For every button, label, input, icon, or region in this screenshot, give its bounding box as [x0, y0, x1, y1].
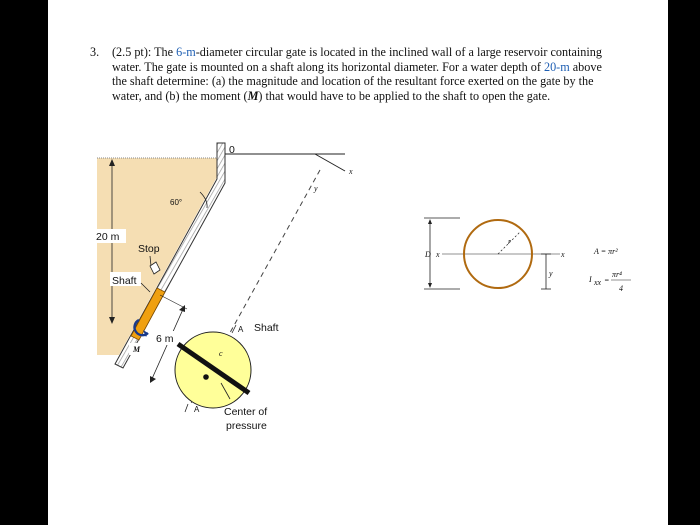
label-center: Center of — [224, 406, 268, 418]
label-c: c — [219, 349, 223, 358]
inset-label-r: r — [508, 237, 512, 246]
label-stop: Stop — [138, 243, 160, 255]
reservoir-water — [97, 158, 217, 355]
inset-label-ixx-num: πr⁴ — [612, 270, 622, 279]
label-shaft-right: Shaft — [254, 322, 279, 334]
problem-text-c: ) that would have to be applied to the shaft to open the gate. — [258, 88, 551, 103]
label-a-top: A — [238, 325, 244, 334]
inset-label-ixx: I — [589, 275, 592, 284]
diameter-ext-top — [160, 295, 187, 309]
label-angle: 60° — [170, 198, 183, 207]
label-a-bottom: A — [194, 405, 200, 414]
inset-label-ybar: y — [549, 269, 553, 278]
inset-label-ixx-sub: xx — [594, 278, 602, 287]
page — [48, 0, 668, 525]
problem-points: (2.5 pt): The — [112, 45, 177, 59]
inset-label-x: x — [436, 250, 440, 259]
inset-label-area: A = πr² — [594, 247, 618, 256]
gate-diameter-value: 6-m — [176, 45, 196, 59]
center-of-pressure-dot — [203, 374, 209, 380]
water-depth-value: 20-m — [543, 59, 570, 74]
diameter-arrow-top — [179, 305, 185, 312]
inset-label-x2: x — [561, 250, 565, 259]
label-shaft-left: Shaft — [112, 275, 137, 287]
inset-label-ixx-den: 4 — [619, 284, 623, 293]
x-axis-line — [315, 154, 345, 171]
inset-equals: = — [604, 276, 610, 285]
section-mark-bottom — [185, 404, 188, 412]
label-o: 0 — [229, 144, 235, 156]
inset-circle-properties — [424, 218, 631, 293]
inset-label-d: D — [425, 250, 431, 259]
label-x: x — [349, 167, 353, 176]
problem-text-b: above the shaft determine: (a) the magnitude and location of the resultant force exerted on the gate by the water, and (b) the moment ( — [112, 59, 602, 103]
inset-d-arrow-top — [428, 219, 432, 224]
problem-number: 3. — [90, 45, 100, 59]
label-diameter: 6 m — [156, 333, 174, 345]
label-y: y — [314, 184, 318, 193]
moment-symbol: M — [247, 88, 259, 103]
gate-figure — [48, 0, 668, 525]
label-pressure: pressure — [226, 420, 267, 432]
inset-d-arrow-bottom — [428, 283, 432, 288]
label-m: M — [133, 345, 141, 354]
label-depth: 20 m — [96, 231, 120, 243]
problem-text-a: -diameter circular gate is located in the inclined wall of a large reservoir containing water. The gate is mounted on a shaft along its horizontal diameter. For a water depth of — [112, 45, 602, 74]
